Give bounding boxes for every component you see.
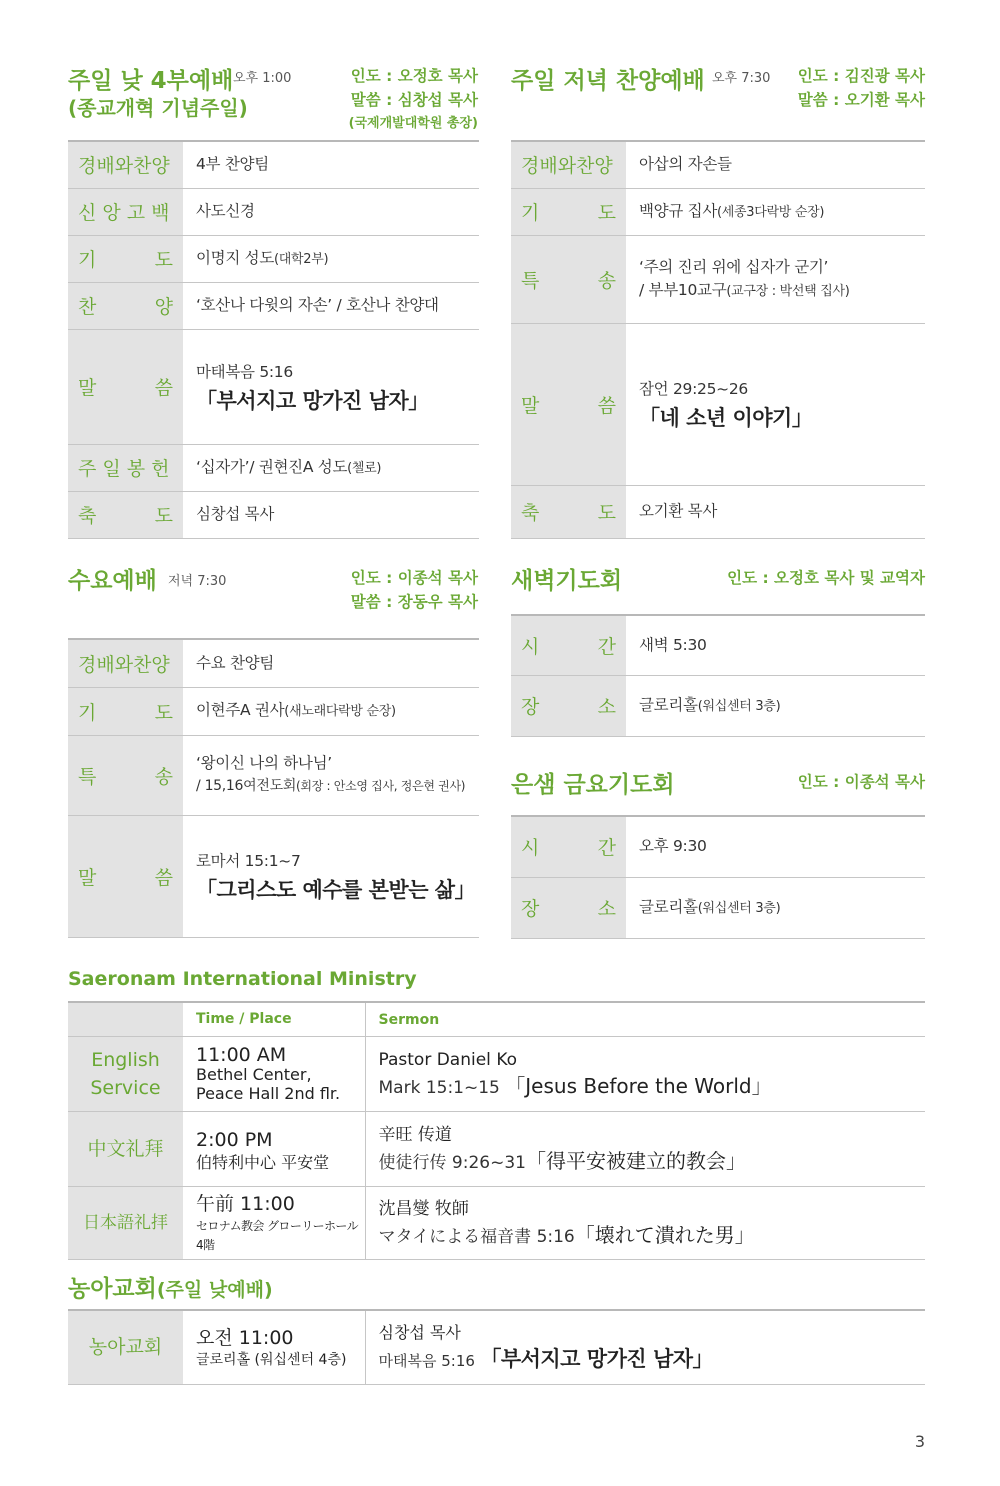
table-row [68,815,479,937]
row-value: 수요 찬양팀 [183,639,479,687]
table-row [68,1112,925,1187]
sunday-evening-leaders: 인도 : 김진광 목사 말씀 : 오기환 목사 [797,67,925,109]
table-row [68,444,479,491]
english-service-label: English Service [68,1037,183,1112]
row-label: 시 간 [511,816,626,877]
dawn-title: 새벽기도회 [511,568,623,594]
sunday4-table [68,140,479,539]
deaf-sermon: 심창섭 목사 마태복음 5:16 「부서지고 망가진 남자」 [365,1310,925,1384]
row-label: 경배와찬양 [68,141,183,188]
table-row [68,282,479,329]
intl-title: Saeronam International Ministry [68,968,417,990]
table-row [511,877,925,938]
sunday4-leaders: 인도 : 오정호 목사 말씀 : 심창섭 목사 (국제개발대학원 총장) [348,67,478,131]
col-sermon: Sermon [365,1002,925,1037]
row-value: 이명지 성도(대학2부) [183,235,479,282]
row-value [626,323,925,485]
dawn-table [511,614,925,737]
table-row [68,735,479,815]
table-row [511,485,925,538]
sunday-evening-table [511,140,925,539]
table-row [511,323,925,485]
row-label: 말 씀 [68,329,183,444]
scripture: 마태복음 5:16 [196,362,293,381]
sunday4-subtitle: (종교개혁 기념주일) [68,96,248,120]
row-label: 특 송 [68,735,183,815]
table-row [511,675,925,736]
scripture: 잠언 29:25~26 [639,380,748,398]
scripture: 로마서 15:1~7 [196,852,301,870]
chinese-time-place: 2:00 PM 伯特利中心 平安堂 [183,1112,365,1187]
wednesday-leaders: 인도 : 이종석 목사 말씀 : 장동우 목사 [350,569,478,611]
row-label: 찬 양 [68,282,183,329]
english-sermon: Pastor Daniel Ko Mark 15:1~15 「Jesus Before the World」 [365,1037,925,1112]
table-row [68,141,479,188]
row-value: 오기환 목사 [626,485,925,538]
row-value: 글로리홀(워십센터 3층) [626,877,925,938]
wednesday-title: 수요예배 [68,568,157,594]
row-value: 글로리홀(워십센터 3층) [626,675,925,736]
row-label: 말 씀 [68,815,183,937]
row-value: 새벽 5:30 [626,615,925,675]
row-value [183,329,479,444]
friday-table [511,815,925,939]
row-value [183,815,479,937]
wednesday-table [68,638,479,938]
col-time-place: Time / Place [183,1002,365,1037]
row-value: ‘주의 진리 위에 십자가 군기’ / 부부10교구(교구장 : 박선택 집사) [626,235,925,323]
wednesday-time: 저녁 7:30 [168,574,227,589]
row-label: 기 도 [511,188,626,235]
row-value: 오후 9:30 [626,816,925,877]
japanese-sermon: 沈昌燮 牧師 マタイによる福音書 5:16「壊れて潰れた男」 [365,1187,925,1260]
sermon-title: 「그리스도 예수를 본받는 삶」 [196,878,476,902]
sermon-title: 「부서지고 망가진 남자」 [196,388,429,413]
table-row [68,1310,925,1384]
table-header-row [68,1002,925,1037]
english-time-place: 11:00 AM Bethel Center, Peace Hall 2nd flr. [183,1037,365,1112]
sunday4-title: 주일 낮 4부예배 [68,68,234,94]
table-row [68,1187,925,1260]
friday-title: 은샘 금요기도회 [511,772,675,798]
table-row [511,235,925,323]
row-label: 경배와찬양 [511,141,626,188]
row-label: 시 간 [511,615,626,675]
sermon-title: 「네 소년 이야기」 [639,406,813,430]
row-label: 축 도 [68,491,183,538]
row-value: 아삽의 자손들 [626,141,925,188]
page-number: 3 [914,1432,925,1451]
table-row [511,141,925,188]
table-row [68,188,479,235]
row-value: ‘왕이신 나의 하나님’ / 15,16여전도회(회장 : 안소영 집사, 정은현 권사) [183,735,479,815]
row-label: 말 씀 [511,323,626,485]
dawn-leader: 인도 : 오정호 목사 및 교역자 [727,569,925,587]
table-row [511,188,925,235]
table-row [68,329,479,444]
deaf-table [68,1309,925,1385]
japanese-time-place: 午前 11:00 セロナム教会 グローリーホール 4階 [183,1187,365,1260]
sunday-evening-title: 주일 저녁 찬양예배 [511,68,705,94]
row-value: 백양규 집사(세종3다락방 순장) [626,188,925,235]
table-row [511,615,925,675]
row-value: 4부 찬양팀 [183,141,479,188]
japanese-service-label: 日本語礼拝 [68,1187,183,1260]
table-row [511,816,925,877]
row-label: 기 도 [68,687,183,735]
sunday4-time: 오후 1:00 [233,71,292,86]
table-row [68,235,479,282]
deaf-time-place: 오전 11:00 글로리홀 (워십센터 4층) [183,1310,365,1384]
table-row [68,491,479,538]
row-label: 축 도 [511,485,626,538]
row-label: 기 도 [68,235,183,282]
row-value: ‘호산나 다윗의 자손’ / 호산나 찬양대 [183,282,479,329]
table-row [68,639,479,687]
row-value: ‘십자가’/ 권현진A 성도(첼로) [183,444,479,491]
row-value: 사도신경 [183,188,479,235]
row-label: 주 일 봉 헌 [68,444,183,491]
table-row [68,687,479,735]
row-value: 심창섭 목사 [183,491,479,538]
friday-leader: 인도 : 이종석 목사 [797,773,925,791]
intl-table [68,1001,925,1260]
row-label: 장 소 [511,877,626,938]
row-label: 특 송 [511,235,626,323]
row-label: 장 소 [511,675,626,736]
chinese-sermon: 辛旺 传道 使徒行传 9:26~31「得平安被建立的教会」 [365,1112,925,1187]
sunday-evening-time: 오후 7:30 [712,71,771,86]
row-value: 이현주A 권사(새노래다락방 순장) [183,687,479,735]
chinese-service-label: 中文礼拜 [68,1112,183,1187]
table-row [68,1037,925,1112]
deaf-label: 농아교회 [68,1310,183,1384]
row-label: 신 앙 고 백 [68,188,183,235]
row-label: 경배와찬양 [68,639,183,687]
deaf-title: 농아교회(주일 낮예배) [68,1276,273,1302]
